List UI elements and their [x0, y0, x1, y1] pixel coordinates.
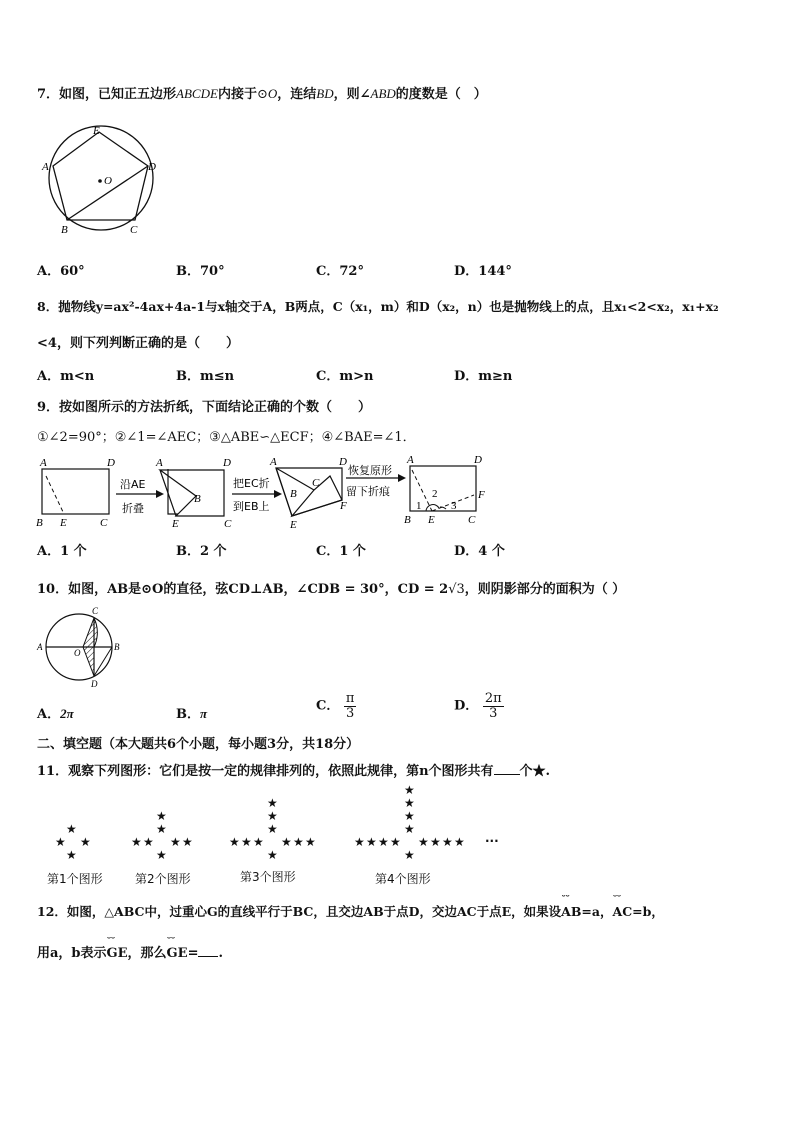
q7-option-b[interactable]: B．70° — [176, 264, 225, 279]
q9-s4-angle-2: 2 — [432, 488, 438, 500]
q9-s1-label-a: A — [40, 457, 47, 469]
q9-s4-label-d: D — [474, 454, 482, 466]
q11-f1-star: ★ — [55, 835, 66, 849]
q11-f2-star: ★ — [131, 835, 142, 849]
q10-sqrt: √3 — [448, 582, 465, 597]
q9-s3-label-c: C — [312, 477, 320, 489]
q11-f3-star: ★ — [267, 848, 278, 862]
q9-s1-label-e: E — [60, 517, 67, 529]
q11-f3-star: ★ — [253, 835, 264, 849]
q7-option-c[interactable]: C．72° — [316, 264, 364, 279]
q10-stem: 10．如图，AB是⊙O的直径，弦CD⊥AB，∠CDB = 30°，CD = 2√3，则阴影部分的面积为（ ） — [37, 582, 626, 597]
q9-arrow2-top: 把EC折 — [233, 477, 270, 490]
q7-label-c: C — [130, 224, 138, 236]
q10-option-d-fraction: $\frac{2\pi}{3}$ — [484, 691, 502, 721]
q9-s4-label-c: C — [468, 514, 476, 526]
q11-stem: 11．观察下列图形：它们是按一定的规律排列的，依照此规律，第n个图形共有 个★. — [37, 764, 551, 779]
q8-option-b[interactable]: B．m≤n — [176, 369, 235, 384]
q9-arrow3-bottom: 留下折痕 — [346, 485, 390, 498]
q12-stem-line1: 12．如图，△ABC中，过重心G的直线平行于BC，且交边AB于点D，交边AC于点E，如果设˘˘ AB=a，˘˘ AC=b， — [37, 902, 664, 920]
q9-s2-label-a: A — [156, 457, 163, 469]
q9-option-d[interactable]: D．4 个 — [454, 544, 505, 559]
q9-s4-label-b: B — [404, 514, 411, 526]
q10-option-a[interactable]: A．2π — [37, 706, 74, 722]
q12-stem-line2: 用a，b表示˘˘ GE，那么˘˘ GE= . — [37, 942, 223, 961]
q9-option-b[interactable]: B．2 个 — [176, 544, 227, 559]
q11-f3-star: ★ — [267, 822, 278, 836]
section-2-heading: 二、填空题（本大题共6个小题，每小题3分，共18分） — [37, 737, 360, 752]
q11-f1-star: ★ — [66, 822, 77, 836]
q11-f3-star: ★ — [267, 796, 278, 810]
q9-arrow2-bottom: 到EB上 — [233, 500, 270, 513]
q12-answer-blank[interactable] — [198, 956, 218, 957]
q11-star-figures — [0, 780, 794, 890]
q9-s3-label-d: D — [339, 456, 347, 468]
q9-arrow1-bottom: 折叠 — [122, 502, 144, 515]
q9-s3-label-f: F — [340, 500, 347, 512]
q11-caption-3: 第3个图形 — [240, 870, 296, 884]
q11-f2-star: ★ — [170, 835, 181, 849]
q10-label-c: C — [92, 606, 99, 616]
q12-vector-ge: ˘˘ GE — [107, 946, 128, 961]
q11-f4-star: ★ — [404, 796, 415, 810]
q12-vector-ac: ˘˘ AC — [613, 904, 633, 919]
q9-option-a[interactable]: A．1 个 — [37, 544, 87, 559]
q8-option-a[interactable]: A．m<n — [37, 369, 95, 384]
q11-f4-star: ★ — [390, 835, 401, 849]
q11-f3-star: ★ — [241, 835, 252, 849]
q9-s1-label-d: D — [107, 457, 115, 469]
q11-f4-star: ★ — [442, 835, 453, 849]
q7-option-d[interactable]: D．144° — [454, 264, 512, 279]
q7-option-a[interactable]: A．60° — [37, 264, 85, 279]
q11-caption-4: 第4个图形 — [375, 872, 431, 886]
q10-option-c[interactable]: C． $\frac{\pi}{3}$ — [316, 691, 355, 721]
q9-s1-label-c: C — [100, 517, 108, 529]
q11-f4-star: ★ — [404, 822, 415, 836]
q9-arrow3-top: 恢复原形 — [348, 464, 392, 477]
q11-f4-star: ★ — [366, 835, 377, 849]
q10-label-o: O — [74, 648, 81, 658]
q7-label-d: D — [148, 161, 156, 173]
q11-f1-star: ★ — [80, 835, 91, 849]
q8-stem-line2: <4，则下列判断正确的是（ ） — [37, 336, 239, 351]
q10-option-d[interactable]: D． $\frac{2\pi}{3}$ — [454, 691, 502, 721]
q11-f1-star: ★ — [66, 848, 77, 862]
q11-f3-star: ★ — [229, 835, 240, 849]
q8-option-c[interactable]: C．m>n — [316, 369, 374, 384]
q11-f3-star: ★ — [281, 835, 292, 849]
q10-label-b: B — [114, 642, 120, 652]
q7-label-e: E — [93, 125, 100, 137]
q7-pentagon-figure — [36, 118, 166, 238]
q9-s4-label-f: F — [478, 489, 485, 501]
q9-option-c[interactable]: C．1 个 — [316, 544, 366, 559]
q9-s4-label-a: A — [407, 454, 414, 466]
q7-label-o: O — [104, 175, 112, 187]
q11-f4-star: ★ — [430, 835, 441, 849]
q11-ellipsis: ··· — [485, 834, 499, 848]
q9-s2-label-b: B — [194, 493, 201, 505]
q11-f2-star: ★ — [156, 809, 167, 823]
q11-f2-star: ★ — [143, 835, 154, 849]
q9-conditions: ①∠2=90°；②∠1=∠AEC；③△ABE∽△ECF；④∠BAE=∠1． — [37, 430, 416, 445]
q12-vector-ge-2: ˘˘ GE — [167, 946, 188, 961]
q11-answer-blank[interactable] — [494, 774, 520, 775]
q9-stem: 9．按如图所示的方法折纸，下面结论正确的个数（ ） — [37, 400, 372, 415]
q10-circle-figure — [34, 604, 130, 690]
q11-f4-star: ★ — [454, 835, 465, 849]
q8-stem-line1: 8．抛物线y=ax²-4ax+4a-1与x轴交于A，B两点，C（x₁，m）和D（x₂，n）也是抛物线上的点，且x₁<2<x₂，x₁+x₂ — [37, 299, 719, 314]
q9-folding-figure — [34, 454, 504, 532]
q10-option-b[interactable]: B．π — [176, 706, 208, 722]
q11-f2-star: ★ — [182, 835, 193, 849]
q8-option-d[interactable]: D．m≥n — [454, 369, 513, 384]
q11-f4-star: ★ — [378, 835, 389, 849]
q9-s4-label-e: E — [428, 514, 435, 526]
q10-label-a: A — [37, 642, 43, 652]
q10-label-d: D — [91, 679, 98, 689]
q11-f2-star: ★ — [156, 848, 167, 862]
q11-f4-star: ★ — [418, 835, 429, 849]
q11-f2-star: ★ — [156, 822, 167, 836]
q11-f4-star: ★ — [404, 848, 415, 862]
q7-label-b: B — [61, 224, 68, 236]
q11-f3-star: ★ — [305, 835, 316, 849]
q11-caption-1: 第1个图形 — [47, 872, 103, 886]
q9-s3-label-b: B — [290, 488, 297, 500]
q10-option-c-fraction: $\frac{\pi}{3}$ — [345, 691, 355, 721]
q9-s2-label-d: D — [223, 457, 231, 469]
q9-arrow1-top: 沿AE — [120, 478, 146, 491]
q11-f3-star: ★ — [267, 809, 278, 823]
q9-s4-angle-3: 3 — [451, 500, 457, 512]
q11-caption-2: 第2个图形 — [135, 872, 191, 886]
q9-s1-label-b: B — [36, 517, 43, 529]
q11-f3-star: ★ — [293, 835, 304, 849]
q7-label-a: A — [42, 161, 49, 173]
q9-s2-label-c: C — [224, 518, 232, 530]
q9-s3-label-a: A — [270, 456, 277, 468]
q9-s3-label-e: E — [290, 519, 297, 531]
q12-vector-ab: ˘˘ AB — [561, 904, 581, 919]
q7-stem: 7．如图，已知正五边形ABCDE内接于⊙O，连结BD，则∠ABD的度数是（ ） — [37, 86, 487, 102]
q11-f4-star: ★ — [354, 835, 365, 849]
q11-f4-star: ★ — [404, 809, 415, 823]
q9-s2-label-e: E — [172, 518, 179, 530]
q9-s4-angle-1: 1 — [416, 500, 422, 512]
q11-f4-star: ★ — [404, 783, 415, 797]
